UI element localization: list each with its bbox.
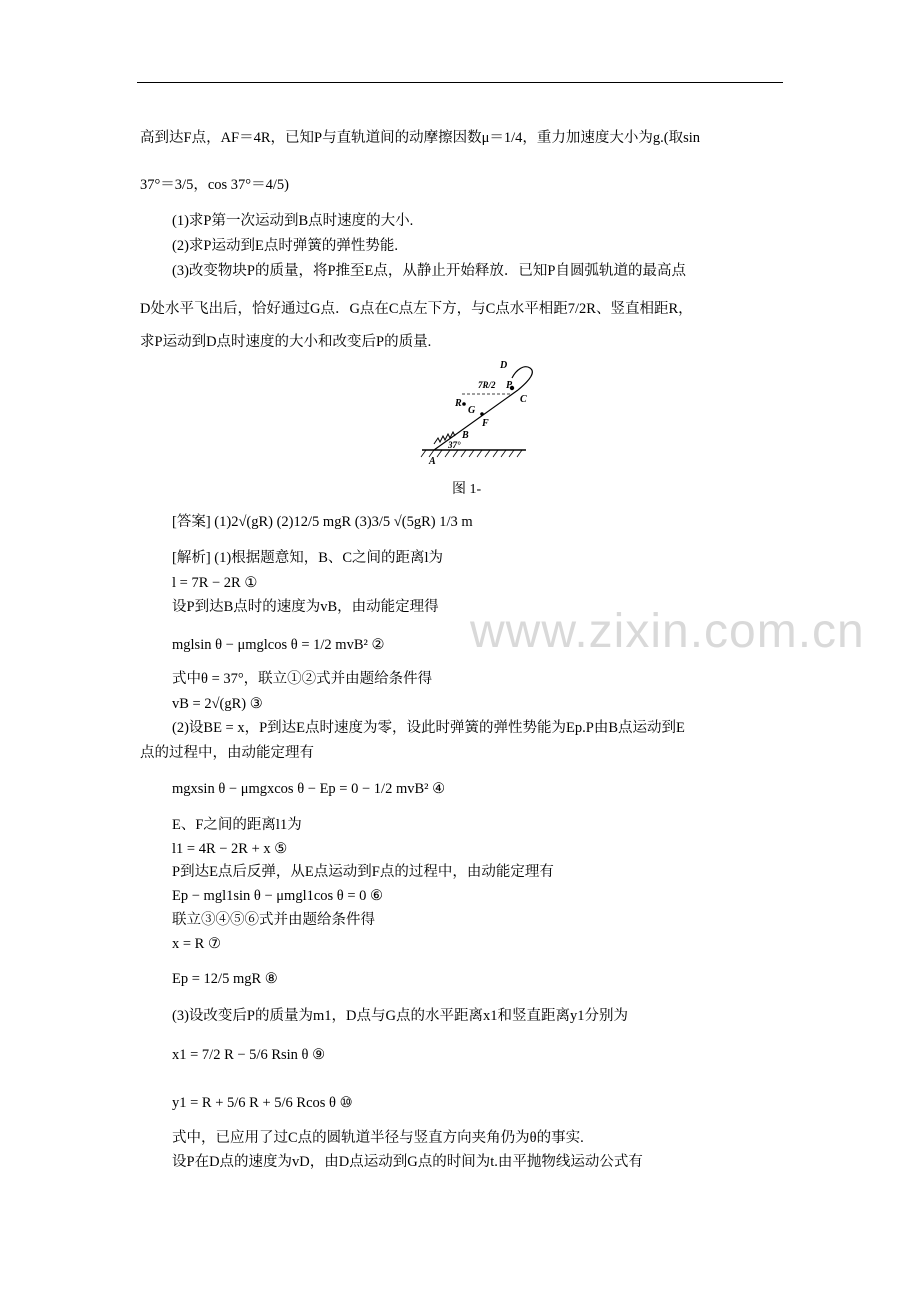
text-line: 式中θ = 37°，联立①②式并由题给条件得 bbox=[172, 671, 433, 687]
text-line: D处水平飞出后，恰好通过G点．G点在C点左下方，与C点水平相距7/2R、竖直相距R， bbox=[140, 301, 693, 317]
analysis-line: [解析] (1)根据题意知，B、C之间的距离l为 bbox=[172, 550, 444, 566]
text-line: 设P到达B点时的速度为vB，由动能定理得 bbox=[172, 599, 439, 615]
text-line: E、F之间的距离l1为 bbox=[172, 817, 302, 833]
label-R: R bbox=[455, 398, 462, 409]
equation-9: x1 = 7/2 R − 5/6 Rsin θ ⑨ bbox=[172, 1047, 326, 1063]
text-line: 37°＝3/5，cos 37°＝4/5) bbox=[140, 177, 289, 193]
question-3: (3)改变物块P的质量，将P推至E点，从静止开始释放．已知P自圆弧轨道的最高点 bbox=[172, 263, 686, 279]
label-F: F bbox=[482, 418, 489, 429]
text-line: 联立③④⑤⑥式并由题给条件得 bbox=[172, 912, 375, 928]
label-dist: 7R/2 bbox=[478, 380, 496, 390]
question-2: (2)求P运动到E点时弹簧的弹性势能. bbox=[172, 238, 398, 254]
label-G: G bbox=[468, 405, 476, 416]
text-line: 求P运动到D点时速度的大小和改变后P的质量. bbox=[140, 334, 432, 350]
text-line: 式中，已应用了过C点的圆轨道半径与竖直方向夹角仍为θ的事实. bbox=[172, 1130, 584, 1146]
text-line: 点的过程中，由动能定理有 bbox=[140, 745, 314, 761]
text-line: 高到达F点，AF＝4R，已知P与直轨道间的动摩擦因数μ＝1/4，重力加速度大小为g.(取sin bbox=[140, 130, 701, 146]
answer-line: [答案] (1)2√(gR) (2)12/5 mgR (3)3/5 √(5gR) 1/3 m bbox=[172, 514, 473, 530]
equation-2: mglsin θ − μmglcos θ = 1/2 mvB² ② bbox=[172, 637, 385, 653]
text-line: (2)设BE = x，P到达E点时速度为零，设此时弹簧的弹性势能为Ep.P由B点运动到E bbox=[172, 720, 685, 736]
label-P: P bbox=[506, 380, 513, 391]
label-B: B bbox=[462, 430, 469, 441]
watermark: www.zixin.com.cn bbox=[470, 605, 865, 658]
equation-3: vB = 2√(gR) ③ bbox=[172, 696, 263, 712]
physics-figure bbox=[420, 356, 540, 468]
text-line: (3)设改变后P的质量为m1，D点与G点的水平距离x1和竖直距离y1分别为 bbox=[172, 1008, 628, 1024]
equation-7: x = R ⑦ bbox=[172, 936, 221, 952]
text-line: 设P在D点的速度为vD，由D点运动到G点的时间为t.由平抛物线运动公式有 bbox=[172, 1154, 643, 1170]
figure-caption: 图 1- bbox=[452, 482, 482, 497]
equation-10: y1 = R + 5/6 R + 5/6 Rcos θ ⑩ bbox=[172, 1095, 353, 1111]
equation-6: Ep − mgl1sin θ − μmgl1cos θ = 0 ⑥ bbox=[172, 888, 384, 904]
equation-4: mgxsin θ − μmgxcos θ − Ep = 0 − 1/2 mvB² ④ bbox=[172, 781, 446, 797]
equation-1: l = 7R − 2R ① bbox=[172, 575, 258, 591]
label-C: C bbox=[520, 394, 527, 405]
label-D: D bbox=[500, 360, 508, 371]
question-1: (1)求P第一次运动到B点时速度的大小. bbox=[172, 213, 414, 229]
label-angle: 37° bbox=[448, 440, 461, 450]
text-line: P到达E点后反弹，从E点运动到F点的过程中，由动能定理有 bbox=[172, 864, 554, 880]
label-A: A bbox=[429, 456, 436, 467]
equation-8: Ep = 12/5 mgR ⑧ bbox=[172, 971, 278, 987]
equation-5: l1 = 4R − 2R + x ⑤ bbox=[172, 841, 288, 857]
header-rule bbox=[137, 82, 783, 83]
